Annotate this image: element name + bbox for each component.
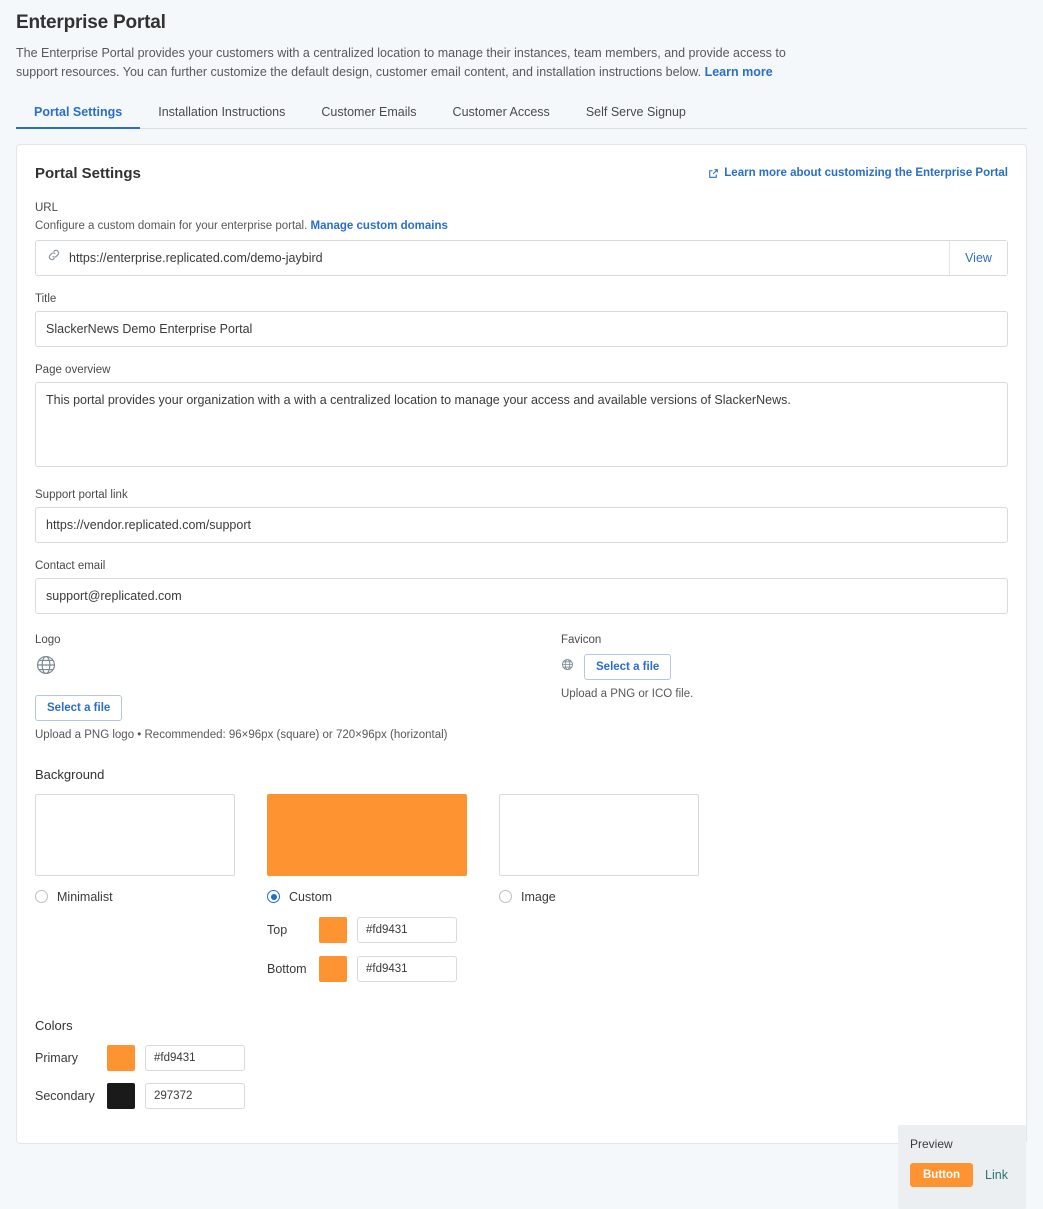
tab-customer-emails[interactable]: Customer Emails: [321, 104, 417, 119]
tab-portal-settings[interactable]: Portal Settings: [16, 105, 140, 128]
portal-settings-card: [16, 144, 1027, 1182]
colors-section-label: Colors: [35, 1017, 73, 1033]
preview-button[interactable]: Button: [910, 1163, 973, 1187]
preview-panel: [898, 1125, 1026, 1209]
logo-label: Logo: [35, 633, 61, 646]
contact-email-label: Contact email: [35, 559, 106, 572]
minimalist-radio[interactable]: [35, 890, 48, 903]
tab-customer-access[interactable]: Customer Access: [452, 104, 550, 119]
custom-radio[interactable]: [267, 890, 280, 903]
favicon-label: Favicon: [561, 633, 602, 646]
gradient-top-label: Top: [267, 922, 288, 937]
image-radio[interactable]: [499, 890, 512, 903]
image-label: Image: [521, 889, 556, 904]
url-help: [35, 220, 1008, 232]
colors-secondary-row: [35, 1083, 1008, 1109]
url-input[interactable]: [36, 241, 949, 275]
background-option-image[interactable]: [499, 794, 699, 982]
url-input-group: [35, 240, 1008, 276]
preview-title: Preview: [910, 1136, 953, 1151]
page-header: [0, 0, 1043, 83]
favicon-upload-hint: Upload a PNG or ICO file.: [561, 687, 694, 700]
primary-color-hex-input[interactable]: [145, 1045, 245, 1071]
page-description: [16, 44, 806, 83]
gradient-bottom-hex-input[interactable]: [357, 956, 457, 982]
primary-color-label: Primary: [35, 1050, 79, 1065]
background-option-custom[interactable]: [267, 794, 467, 982]
external-link-icon: [708, 168, 719, 179]
customizing-portal-link-label: Learn more about customizing the Enterprise Portal: [724, 167, 1008, 180]
manage-custom-domains-link[interactable]: Manage custom domains: [310, 219, 448, 232]
title-label: Title: [35, 292, 57, 305]
custom-label: Custom: [289, 889, 333, 904]
secondary-color-hex-input[interactable]: [145, 1083, 245, 1109]
card-title: Portal Settings: [35, 164, 141, 182]
minimalist-label: Minimalist: [57, 889, 113, 904]
secondary-color-chip[interactable]: [107, 1083, 135, 1109]
page-overview-textarea[interactable]: [35, 382, 1008, 467]
background-option-minimalist[interactable]: [35, 794, 235, 982]
preview-link[interactable]: Link: [985, 1167, 1008, 1182]
gradient-bottom-color-chip[interactable]: [319, 956, 347, 982]
url-view-button[interactable]: View: [949, 241, 1007, 275]
assets-section: [35, 634, 1008, 741]
secondary-color-label: Secondary: [35, 1088, 95, 1103]
page-description-text: The Enterprise Portal provides your customers with a centralized location to manage their instances, team members, and provide access to support resources. You can further customize the default design, customer email content, and installation instructions below.: [16, 46, 786, 80]
url-help-text: Configure a custom domain for your enterprise portal.: [35, 219, 308, 232]
card-header: [35, 165, 1008, 182]
background-section-label: Background: [35, 766, 105, 782]
url-label: URL: [35, 201, 59, 214]
gradient-top-row: [267, 917, 467, 943]
tab-bar: [16, 99, 1027, 129]
tab-self-serve-signup[interactable]: Self Serve Signup: [585, 104, 686, 119]
page-overview-label: Page overview: [35, 363, 111, 376]
minimalist-swatch: [35, 794, 235, 876]
background-options: [35, 794, 1008, 982]
url-value: https://enterprise.replicated.com/demo-jaybird: [69, 250, 323, 265]
customizing-portal-link[interactable]: [708, 167, 1008, 179]
colors-primary-row: [35, 1045, 1008, 1071]
logo-group: [35, 634, 535, 741]
primary-color-chip[interactable]: [107, 1045, 135, 1071]
favicon-group: [535, 634, 1008, 741]
learn-more-link[interactable]: Learn more: [704, 65, 773, 80]
page-title: Enterprise Portal: [16, 12, 166, 33]
gradient-top-hex-input[interactable]: [357, 917, 457, 943]
favicon-select-file-button[interactable]: Select a file: [584, 654, 671, 680]
favicon-globe-icon: [561, 658, 574, 676]
support-portal-link-label: Support portal link: [35, 488, 128, 501]
logo-globe-icon: [35, 654, 535, 681]
logo-upload-hint: Upload a PNG logo • Recommended: 96×96px (square) or 720×96px (horizontal): [35, 728, 448, 741]
gradient-bottom-row: [267, 956, 467, 982]
tab-installation-instructions[interactable]: Installation Instructions: [158, 104, 286, 119]
gradient-top-color-chip[interactable]: [319, 917, 347, 943]
title-input[interactable]: [35, 311, 1008, 347]
link-icon: [47, 248, 61, 267]
contact-email-input[interactable]: [35, 578, 1008, 614]
logo-select-file-button[interactable]: Select a file: [35, 695, 122, 721]
support-portal-link-input[interactable]: [35, 507, 1008, 543]
image-swatch: [499, 794, 699, 876]
gradient-bottom-label: Bottom: [267, 961, 307, 976]
custom-swatch: [267, 794, 467, 876]
